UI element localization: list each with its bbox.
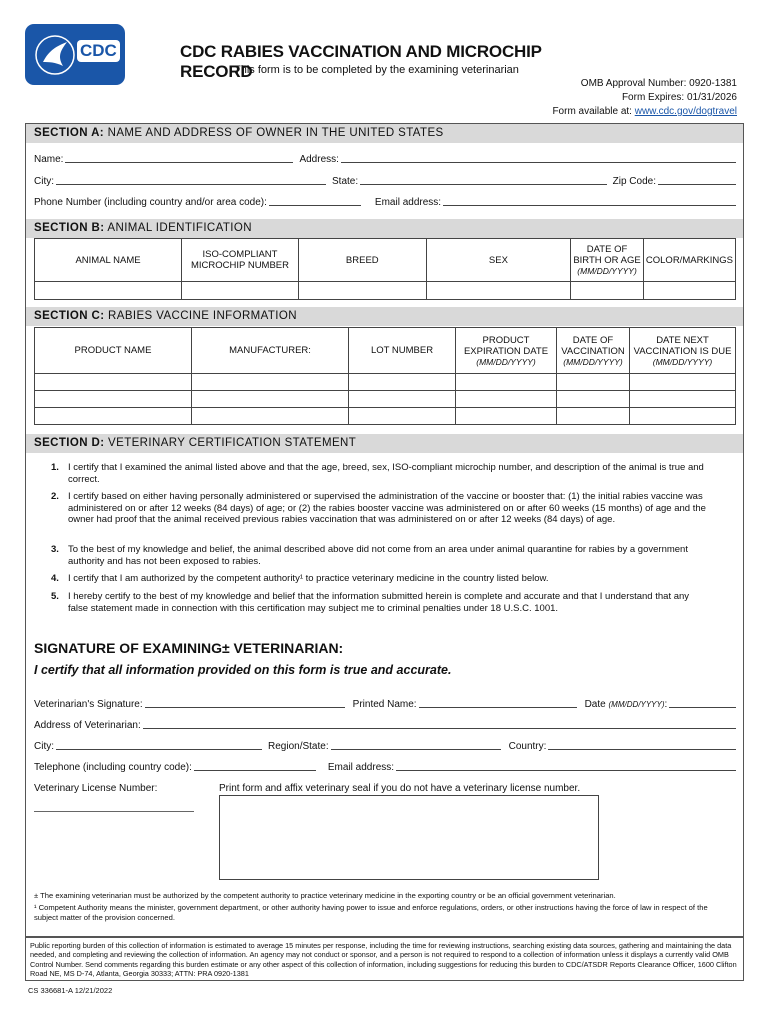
vet-city-field[interactable] <box>56 748 262 750</box>
dogtravel-link[interactable]: www.cdc.gov/dogtravel <box>634 106 737 117</box>
owner-phone-field[interactable] <box>269 204 361 206</box>
col-lot: LOT NUMBER <box>349 328 456 374</box>
cert-item-number: 2. <box>51 491 59 502</box>
vet-city-row <box>34 741 736 752</box>
lot-cell[interactable] <box>349 408 456 425</box>
section-d-prefix: SECTION D: <box>34 437 105 449</box>
vet-country-label: Country: <box>508 741 547 752</box>
section-c-header <box>26 307 743 326</box>
col-next-date <box>630 328 736 374</box>
form-subtitle: This form is to be completed by the examining veterinarian <box>234 64 519 76</box>
vet-region-label: Region/State: <box>268 741 329 752</box>
vet-address-field[interactable] <box>143 727 736 729</box>
vet-city-label: City: <box>34 741 54 752</box>
next-date-cell[interactable] <box>630 408 736 425</box>
vet-country-field[interactable] <box>548 748 736 750</box>
table-row <box>35 408 736 425</box>
vaccine-table <box>34 327 736 425</box>
sex-cell[interactable] <box>426 282 571 300</box>
expiration-cell[interactable] <box>456 391 557 408</box>
date-label <box>585 699 670 710</box>
burden-statement: Public reporting burden of this collection of information is estimated to average 15 minutes per response, including the time for reviewing instructions, searching existing data sources, gathering and maintaining the data needed, and completing and reviewing the collection of information. An agency may not conduct or sponsor, and a person is not required to respond to a collection of information unless it displays a currently valid OMB Control Number. Send comments regarding this burden estimate or any other aspect of this collection of information, including suggestions for reducing this burden to CDC/ATSDR Reports Clearance Officer, 1600 Clifton Road NE, MS D-74, Atlanta, Georgia 30333; ATTN: PRA 0920-1381 <box>25 937 744 981</box>
section-a-title: NAME AND ADDRESS OF OWNER IN THE UNITED STATES <box>104 127 444 139</box>
col-expiration <box>456 328 557 374</box>
signature-subtitle: I certify that all information provided on this form is true and accurate. <box>34 663 452 677</box>
vet-region-field[interactable] <box>331 748 501 750</box>
owner-city-field[interactable] <box>56 183 326 185</box>
owner-name-label: Name: <box>34 154 64 165</box>
cert-item-text: I certify based on either having personally administered or supervised the administration of the vaccine or booster that: (1) the initial rabies vaccine was administered on or after 12 weeks (84 days) of age; or (2) the rabies booster vaccine was administered on or after 60 weeks (15 months) of age and the owner had proof that the animal received previous rabies vaccination that was administered on or after 12 weeks (84 days) of age. <box>68 491 706 525</box>
date-colon: : <box>664 699 668 710</box>
col-expiration-format: (MM/DD/YYYY) <box>476 356 536 367</box>
date-label-text: Date <box>584 699 606 710</box>
lot-cell[interactable] <box>349 374 456 391</box>
seal-instruction: Print form and affix veterinary seal if you do not have a veterinary license number. <box>219 783 581 794</box>
vet-signature-field[interactable] <box>145 706 345 708</box>
table-row <box>35 374 736 391</box>
form-title: CDC RABIES VACCINATION AND MICROCHIP RECORD <box>180 42 542 81</box>
cert-item-number: 4. <box>51 573 59 584</box>
breed-cell[interactable] <box>298 282 426 300</box>
owner-city-label: City: <box>34 176 54 187</box>
cert-item-1 <box>51 462 711 485</box>
color-cell[interactable] <box>643 282 735 300</box>
owner-state-field[interactable] <box>360 183 607 185</box>
animal-id-table <box>34 238 736 300</box>
col-manufacturer: MANUFACTURER: <box>192 328 349 374</box>
section-b-prefix: SECTION B: <box>34 222 105 234</box>
owner-address-label: Address: <box>299 154 339 165</box>
section-b-header <box>26 219 743 238</box>
table-row <box>35 391 736 408</box>
form-expires: Form Expires: 01/31/2026 <box>621 92 737 103</box>
cert-item-3 <box>51 544 711 567</box>
cert-item-2 <box>51 491 711 526</box>
vet-signature-label: Veterinarian's Signature: <box>34 699 143 710</box>
col-vacc-date-label: DATE OF VACCINATION <box>561 334 625 357</box>
owner-phone-row <box>34 197 736 208</box>
cert-item-5 <box>51 591 711 614</box>
table-row <box>35 282 736 300</box>
vet-license-label: Veterinary License Number: <box>34 783 158 794</box>
col-dob-format: (MM/DD/YYYY) <box>577 266 637 276</box>
manufacturer-cell[interactable] <box>192 408 349 425</box>
owner-zip-field[interactable] <box>658 183 736 185</box>
cert-item-text: I certify that I examined the animal listed above and that the age, breed, sex, ISO-compliant microchip number, and description of the animal is true and correct. <box>68 462 704 485</box>
col-next-date-label: DATE NEXT VACCINATION IS DUE <box>633 334 732 357</box>
col-vacc-date <box>557 328 630 374</box>
col-next-date-format: (MM/DD/YYYY) <box>652 356 713 367</box>
cert-item-text: To the best of my knowledge and belief, the animal described above did not come from an area under animal quarantine for rabies by a government authority and has not been exposed to rabies. <box>68 544 688 567</box>
manufacturer-cell[interactable] <box>192 374 349 391</box>
footnote-1: ± The examining veterinarian must be authorized by the competent authority to practice veterinary medicine in the exporting country or be an official government veterinarian. <box>34 891 616 900</box>
col-microchip: ISO-COMPLIANT MICROCHIP NUMBER <box>182 239 299 282</box>
animal-name-cell[interactable] <box>35 282 182 300</box>
vacc-date-cell[interactable] <box>557 391 630 408</box>
col-animal-name: ANIMAL NAME <box>35 239 182 282</box>
cert-item-number: 5. <box>51 591 59 602</box>
animal-table-header-row <box>35 239 736 282</box>
owner-phone-label: Phone Number (including country and/or area code): <box>34 197 267 208</box>
section-b-title: ANIMAL IDENTIFICATION <box>104 222 252 234</box>
section-c-prefix: SECTION C: <box>34 310 105 322</box>
form-available-label: Form available at: <box>552 106 635 117</box>
cert-item-4 <box>51 573 711 585</box>
col-vacc-date-format: (MM/DD/YYYY) <box>563 356 623 367</box>
hhs-eagle-icon <box>33 32 77 78</box>
owner-name-row <box>34 154 736 165</box>
cert-item-text: I hereby certify to the best of my knowledge and belief that the information submitted herein is complete and accurate and that I understand that any false statement made in connection with this certification may subject me to criminal penalties under 18 U.S.C. 1001. <box>68 591 690 614</box>
owner-zip-label: Zip Code: <box>612 176 656 187</box>
section-d-title: VETERINARY CERTIFICATION STATEMENT <box>104 437 357 449</box>
date-field[interactable] <box>669 706 736 708</box>
section-a-prefix: SECTION A: <box>34 127 105 139</box>
vet-signature-row <box>34 699 736 710</box>
signature-title: SIGNATURE OF EXAMINING± VETERINARIAN: <box>34 640 344 656</box>
form-number: CS 336681-A 12/21/2022 <box>28 986 113 995</box>
vet-phone-row <box>34 762 736 773</box>
vet-license-field[interactable] <box>34 811 194 812</box>
next-date-cell[interactable] <box>630 391 736 408</box>
printed-name-field[interactable] <box>419 706 577 708</box>
printed-name-label: Printed Name: <box>352 699 417 710</box>
owner-city-row <box>34 176 736 187</box>
product-cell[interactable] <box>35 374 192 391</box>
cdc-logo-text: CDC <box>77 40 120 62</box>
form-available <box>552 105 737 119</box>
owner-email-label: Email address: <box>374 197 442 208</box>
col-product-name: PRODUCT NAME <box>35 328 192 374</box>
expiration-cell[interactable] <box>456 374 557 391</box>
date-format: (MM/DD/YYYY) <box>608 700 665 709</box>
vet-phone-field[interactable] <box>194 769 316 771</box>
omb-info <box>552 77 737 119</box>
vet-email-label: Email address: <box>327 762 395 773</box>
cert-item-number: 3. <box>51 544 59 555</box>
vacc-date-cell[interactable] <box>557 374 630 391</box>
manufacturer-cell[interactable] <box>192 391 349 408</box>
section-c-title: RABIES VACCINE INFORMATION <box>104 310 297 322</box>
col-color: COLOR/MARKINGS <box>643 239 735 282</box>
veterinary-seal-box[interactable] <box>219 795 599 880</box>
col-sex: SEX <box>426 239 571 282</box>
owner-address-field[interactable] <box>341 161 736 163</box>
section-a-header <box>26 124 743 143</box>
next-date-cell[interactable] <box>630 374 736 391</box>
vet-address-label: Address of Veterinarian: <box>34 720 141 731</box>
col-dob-label: DATE OF BIRTH OR AGE <box>573 244 641 266</box>
omb-number: OMB Approval Number: 0920-1381 <box>580 78 737 89</box>
col-expiration-label: PRODUCT EXPIRATION DATE <box>463 334 549 357</box>
product-cell[interactable] <box>35 408 192 425</box>
product-cell[interactable] <box>35 391 192 408</box>
owner-email-field[interactable] <box>443 204 736 206</box>
cert-item-number: 1. <box>51 462 59 473</box>
vet-phone-label: Telephone (including country code): <box>34 762 192 773</box>
col-breed: BREED <box>298 239 426 282</box>
cdc-logo <box>25 24 125 85</box>
vet-email-field[interactable] <box>396 769 736 771</box>
microchip-cell[interactable] <box>182 282 299 300</box>
expiration-cell[interactable] <box>456 408 557 425</box>
footnote-2: ¹ Competent Authority means the minister, government department, or other authority having power to issue and enforce regulations, orders, or other instructions having the force of law in respect of the subject matter of the provision concerned. <box>34 903 708 922</box>
vaccine-table-header-row <box>35 328 736 374</box>
lot-cell[interactable] <box>349 391 456 408</box>
dob-cell[interactable] <box>571 282 644 300</box>
col-dob <box>571 239 644 282</box>
cert-item-text: I certify that I am authorized by the competent authority¹ to practice veterinary medicine in the country listed below. <box>68 573 549 584</box>
owner-name-field[interactable] <box>65 161 293 163</box>
section-d-header <box>26 434 743 453</box>
vacc-date-cell[interactable] <box>557 408 630 425</box>
owner-state-label: State: <box>332 176 359 187</box>
vet-address-row <box>34 720 736 731</box>
